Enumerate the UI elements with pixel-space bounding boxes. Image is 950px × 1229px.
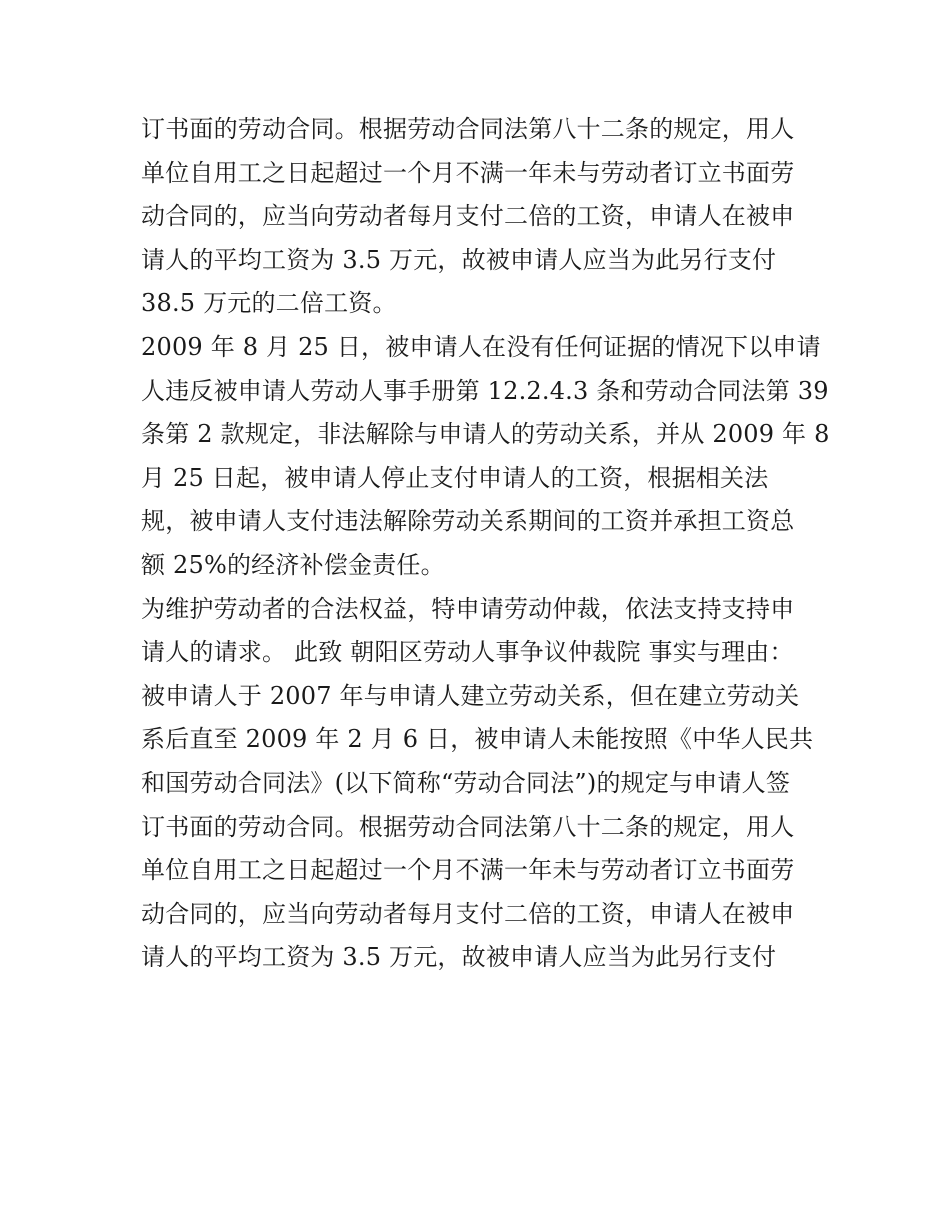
- text-line-19: 动合同的，应当向劳动者每月支付二倍的工资，申请人在被申: [141, 899, 795, 928]
- text-line-13: 请人的请求。 此致 朝阳区劳动人事争议仲裁院 事实与理由：: [141, 638, 794, 667]
- text-line-15: 系后直至 2009 年 2 月 6 日，被申请人未能按照《中华人民共: [141, 725, 814, 754]
- text-line-17: 订书面的劳动合同。根据劳动合同法第八十二条的规定，用人: [141, 812, 795, 841]
- text-line-20: 请人的平均工资为 3.5 万元，故被申请人应当为此另行支付: [141, 943, 777, 972]
- text-line-10: 规，被申请人支付违法解除劳动关系期间的工资并承担工资总: [141, 507, 795, 536]
- text-line-11: 额 25%的经济补偿金责任。: [141, 550, 445, 579]
- text-line-12: 为维护劳动者的合法权益，特申请劳动仲裁，依法支持支持申: [141, 594, 795, 623]
- text-line-5: 38.5 万元的二倍工资。: [141, 289, 397, 318]
- text-line-2: 单位自用工之日起超过一个月不满一年未与劳动者订立书面劳: [141, 158, 795, 187]
- text-line-14: 被申请人于 2007 年与申请人建立劳动关系，但在建立劳动关: [141, 681, 800, 710]
- text-line-18: 单位自用工之日起超过一个月不满一年未与劳动者订立书面劳: [141, 856, 795, 885]
- document-body: [141, 108, 831, 980]
- text-line-16: 和国劳动合同法》(以下简称“劳动合同法”)的规定与申请人签: [141, 768, 791, 797]
- text-line-1: 订书面的劳动合同。根据劳动合同法第八十二条的规定，用人: [141, 115, 795, 143]
- text-line-8: 条第 2 款规定，非法解除与申请人的劳动关系，并从 2009 年 8: [141, 420, 830, 449]
- text-line-7: 人违反被申请人劳动人事手册第 12.2.4.3 条和劳动合同法第 39: [141, 376, 829, 405]
- text-line-3: 动合同的，应当向劳动者每月支付二倍的工资，申请人在被申: [141, 202, 795, 231]
- text-line-9: 月 25 日起，被申请人停止支付申请人的工资，根据相关法: [141, 463, 769, 492]
- text-line-6: 2009 年 8 月 25 日，被申请人在没有任何证据的情况下以申请: [141, 332, 821, 361]
- text-line-4: 请人的平均工资为 3.5 万元，故被申请人应当为此另行支付: [141, 245, 777, 274]
